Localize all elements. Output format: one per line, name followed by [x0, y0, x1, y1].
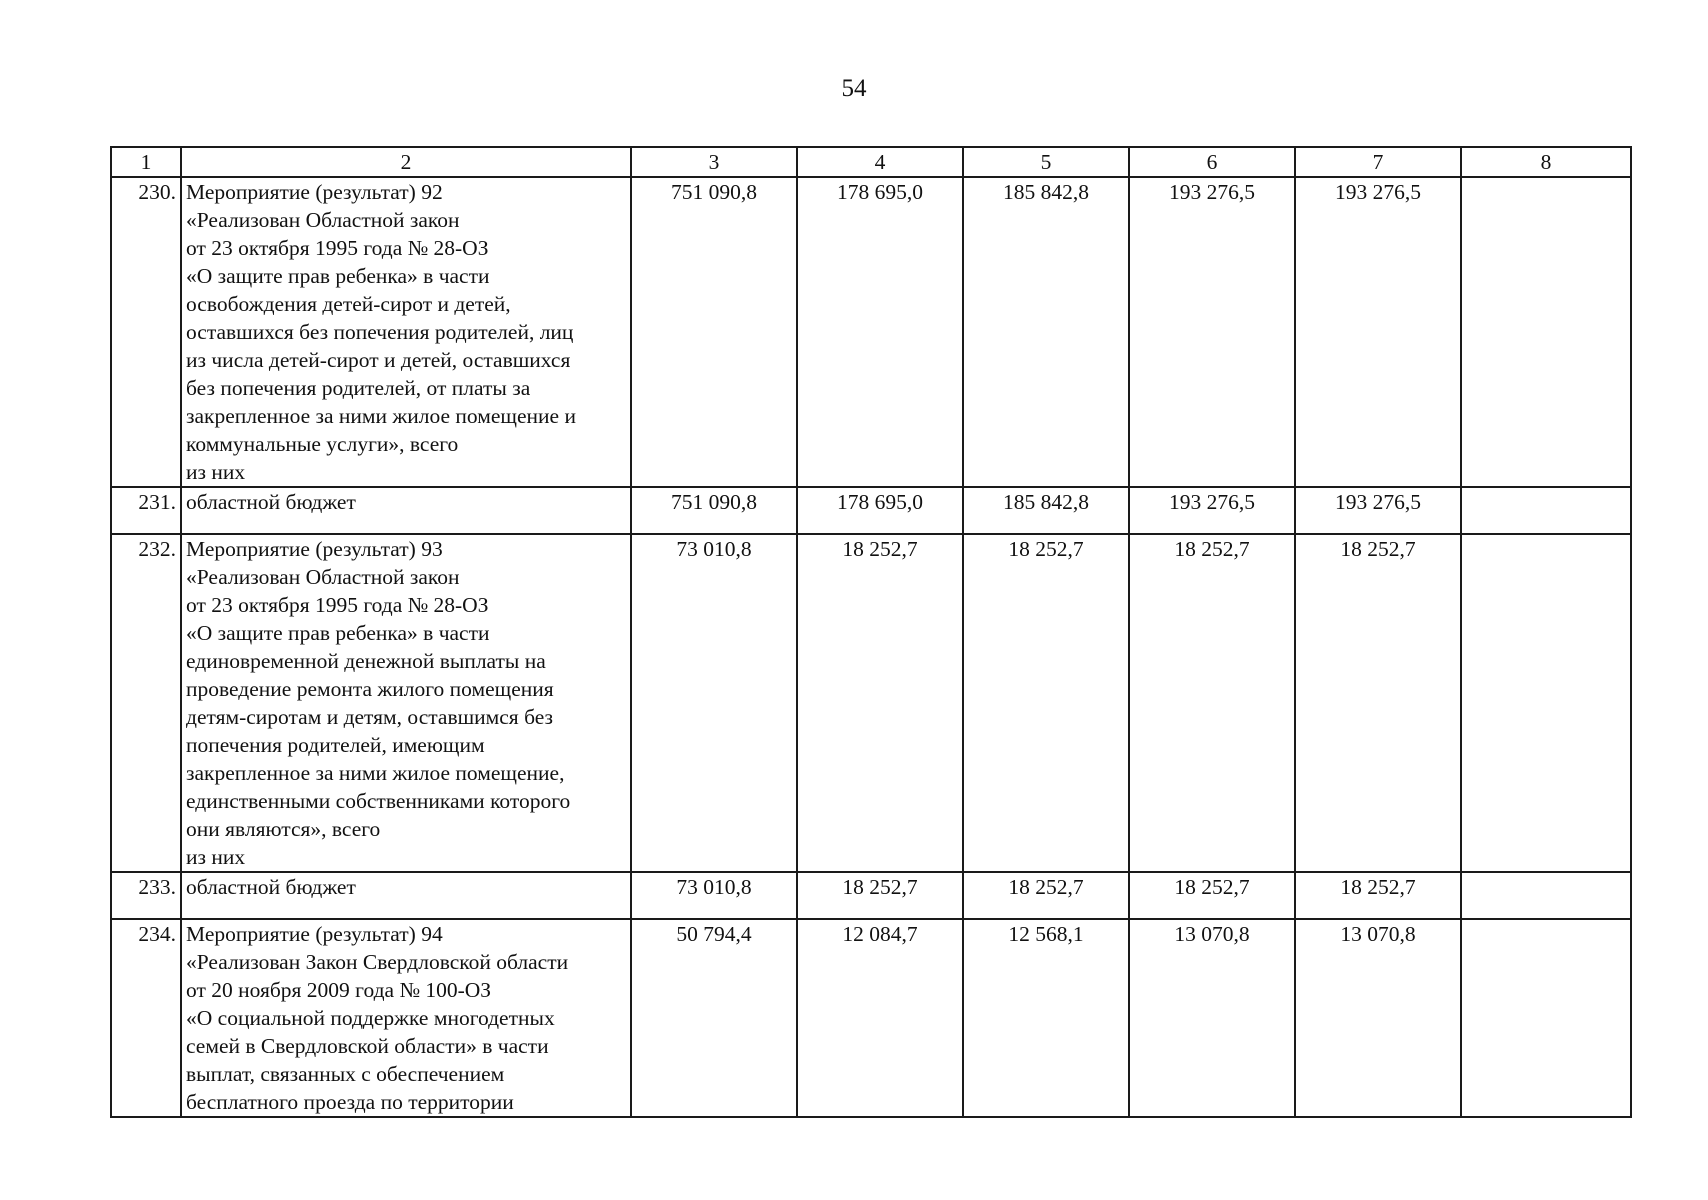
table-row [111, 534, 1631, 872]
description-line: «Реализован Закон Свердловской области [186, 950, 569, 974]
row-description [181, 487, 631, 534]
description-line: от 23 октября 1995 года № 28-ОЗ [186, 236, 489, 260]
value-col-5: 185 842,8 [963, 487, 1129, 534]
value-col-3: 73 010,8 [631, 534, 797, 872]
value-col-7: 18 252,7 [1295, 872, 1461, 919]
value-col-5: 18 252,7 [963, 872, 1129, 919]
row-number: 230. [111, 177, 181, 487]
description-line: они являются», всего [186, 817, 381, 841]
description-line: семей в Свердловской области» в части [186, 1034, 549, 1058]
value-col-6: 13 070,8 [1129, 919, 1295, 1117]
value-col-4: 18 252,7 [797, 534, 963, 872]
value-col-7: 13 070,8 [1295, 919, 1461, 1117]
value-col-6: 193 276,5 [1129, 487, 1295, 534]
description-line: «Реализован Областной закон [186, 565, 460, 589]
value-col-6: 18 252,7 [1129, 872, 1295, 919]
description-line: детям-сиротам и детям, оставшимся без [186, 705, 554, 729]
description-line: «О социальной поддержке многодетных [186, 1006, 555, 1030]
value-col-7: 18 252,7 [1295, 534, 1461, 872]
table-row [111, 872, 1631, 919]
description-line: попечения родителей, имеющим [186, 733, 485, 757]
description-line: от 20 ноября 2009 года № 100-ОЗ [186, 978, 492, 1002]
value-col-8 [1461, 872, 1631, 919]
col-header-3: 3 [631, 147, 797, 177]
description-line: из них [186, 845, 246, 869]
row-description [181, 919, 631, 1117]
value-col-3: 73 010,8 [631, 872, 797, 919]
value-col-8 [1461, 177, 1631, 487]
description-line: оставшихся без попечения родителей, лиц [186, 320, 574, 344]
description-line: Мероприятие (результат) 92 [186, 180, 443, 204]
value-col-3: 751 090,8 [631, 177, 797, 487]
description-line: из них [186, 460, 246, 484]
col-header-8: 8 [1461, 147, 1631, 177]
value-col-3: 751 090,8 [631, 487, 797, 534]
table-row [111, 177, 1631, 487]
row-description [181, 177, 631, 487]
description-line: единовременной денежной выплаты на [186, 649, 546, 673]
col-header-5: 5 [963, 147, 1129, 177]
description-line: от 23 октября 1995 года № 28-ОЗ [186, 593, 489, 617]
description-line: проведение ремонта жилого помещения [186, 677, 554, 701]
value-col-4: 18 252,7 [797, 872, 963, 919]
table-row [111, 487, 1631, 534]
description-line: «О защите прав ребенка» в части [186, 264, 490, 288]
col-header-6: 6 [1129, 147, 1295, 177]
description-line: выплат, связанных с обеспечением [186, 1062, 505, 1086]
description-line: бесплатного проезда по территории [186, 1090, 514, 1114]
description-line: единственными собственниками которого [186, 789, 571, 813]
value-col-4: 12 084,7 [797, 919, 963, 1117]
value-col-5: 18 252,7 [963, 534, 1129, 872]
value-col-3: 50 794,4 [631, 919, 797, 1117]
row-description [181, 534, 631, 872]
description-line: закрепленное за ними жилое помещение, [186, 761, 565, 785]
row-number: 231. [111, 487, 181, 534]
description-line: «О защите прав ребенка» в части [186, 621, 490, 645]
value-col-8 [1461, 487, 1631, 534]
value-col-6: 18 252,7 [1129, 534, 1295, 872]
description-line: освобождения детей-сирот и детей, [186, 292, 511, 316]
description-line: из числа детей-сирот и детей, оставшихся [186, 348, 571, 372]
row-description [181, 872, 631, 919]
value-col-4: 178 695,0 [797, 177, 963, 487]
value-col-8 [1461, 534, 1631, 872]
col-header-2: 2 [181, 147, 631, 177]
description-line: Мероприятие (результат) 94 [186, 922, 443, 946]
col-header-1: 1 [111, 147, 181, 177]
description-line: областной бюджет [186, 490, 356, 514]
budget-table [110, 146, 1632, 1118]
value-col-7: 193 276,5 [1295, 177, 1461, 487]
description-line: областной бюджет [186, 875, 356, 899]
description-line: «Реализован Областной закон [186, 208, 460, 232]
description-line: закрепленное за ними жилое помещение и [186, 404, 576, 428]
table-row [111, 919, 1631, 1117]
value-col-4: 178 695,0 [797, 487, 963, 534]
row-number: 234. [111, 919, 181, 1117]
col-header-4: 4 [797, 147, 963, 177]
description-line: коммунальные услуги», всего [186, 432, 459, 456]
value-col-8 [1461, 919, 1631, 1117]
value-col-5: 12 568,1 [963, 919, 1129, 1117]
col-header-7: 7 [1295, 147, 1461, 177]
value-col-6: 193 276,5 [1129, 177, 1295, 487]
description-line: без попечения родителей, от платы за [186, 376, 531, 400]
description-line: Мероприятие (результат) 93 [186, 537, 443, 561]
row-number: 232. [111, 534, 181, 872]
value-col-7: 193 276,5 [1295, 487, 1461, 534]
page-number: 54 [841, 75, 867, 102]
row-number: 233. [111, 872, 181, 919]
value-col-5: 185 842,8 [963, 177, 1129, 487]
header-row [111, 147, 1631, 177]
